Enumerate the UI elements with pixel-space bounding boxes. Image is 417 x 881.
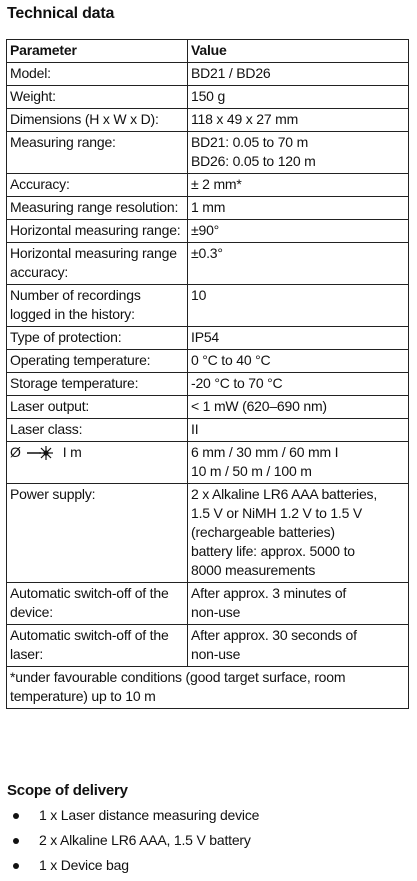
value-line: battery life: approx. 5000 to <box>191 543 355 559</box>
value-cell <box>188 373 409 396</box>
table-row <box>7 583 409 625</box>
value-line: non-use <box>191 604 241 620</box>
footnote-cell <box>7 667 409 709</box>
table-row <box>7 396 409 419</box>
table-row <box>7 132 409 174</box>
value-line: BD21: 0.05 to 70 m <box>191 134 309 150</box>
value-line: 118 x 49 x 27 mm <box>191 111 299 127</box>
list-item-text: 2 x Alkaline LR6 AAA, 1.5 V battery <box>39 832 251 848</box>
value-line: -20 °C to 70 °C <box>191 375 283 391</box>
value-cell <box>188 132 409 174</box>
value-cell <box>188 327 409 350</box>
param-line: Horizontal measuring range <box>10 245 177 261</box>
table-row <box>7 197 409 220</box>
param-line: Automatic switch-off of the <box>10 627 169 643</box>
footnote-row <box>7 667 409 709</box>
table-row <box>7 174 409 197</box>
value-cell <box>188 243 409 285</box>
value-cell <box>188 484 409 583</box>
value-line: 1 mm <box>191 199 226 215</box>
table-row <box>7 243 409 285</box>
page-title: Technical data <box>7 5 115 22</box>
param-cell <box>7 197 188 220</box>
param-line: Number of recordings <box>10 287 141 303</box>
table-row <box>7 63 409 86</box>
value-cell <box>188 109 409 132</box>
value-line: 2 x Alkaline LR6 AAA batteries, <box>191 486 378 502</box>
value-cell <box>188 285 409 327</box>
value-line: II <box>191 421 199 437</box>
value-line: 1.5 V or NiMH 1.2 V to 1.5 V <box>191 505 363 521</box>
param-cell <box>7 86 188 109</box>
value-cell <box>188 63 409 86</box>
column-header-value: Value <box>188 40 409 63</box>
param-line: laser: <box>10 646 44 662</box>
table-row <box>7 442 409 484</box>
beam-diameter-symbol <box>10 443 82 462</box>
value-cell <box>188 86 409 109</box>
value-cell <box>188 220 409 243</box>
param-line: Horizontal measuring range: <box>10 222 181 238</box>
value-line: 8000 measurements <box>191 562 316 578</box>
bullet-icon <box>13 813 19 819</box>
param-line: Measuring range: <box>10 134 116 150</box>
footnote-line: *under favourable conditions (good target surface, room <box>10 669 346 685</box>
param-line: Storage temperature: <box>10 375 139 391</box>
value-line: 10 m / 50 m / 100 m <box>191 463 312 479</box>
value-line: After approx. 3 minutes of <box>191 585 347 601</box>
value-cell <box>188 396 409 419</box>
param-cell <box>7 243 188 285</box>
value-line: ± 2 mm* <box>191 176 242 192</box>
table-row <box>7 419 409 442</box>
value-line: IP54 <box>191 329 219 345</box>
value-line: BD21 / BD26 <box>191 65 271 81</box>
param-line: accuracy: <box>10 264 69 280</box>
table-row <box>7 285 409 327</box>
value-cell <box>188 625 409 667</box>
value-cell <box>188 174 409 197</box>
diameter-symbol: Ø <box>10 444 21 460</box>
table-row <box>7 373 409 396</box>
param-line: Dimensions (H x W x D): <box>10 111 159 127</box>
value-cell <box>188 197 409 220</box>
param-cell <box>7 63 188 86</box>
param-cell <box>7 327 188 350</box>
param-line: logged in the history: <box>10 306 135 322</box>
table-row <box>7 220 409 243</box>
value-line: After approx. 30 seconds of <box>191 627 357 643</box>
param-line: Model: <box>10 65 51 81</box>
param-line: Power supply: <box>10 486 96 502</box>
value-line: ±90° <box>191 222 220 238</box>
param-cell <box>7 220 188 243</box>
param-cell <box>7 132 188 174</box>
distance-unit-label: I m <box>62 444 82 460</box>
table-row <box>7 484 409 583</box>
value-line: BD26: 0.05 to 120 m <box>191 153 316 169</box>
value-line: 10 <box>191 287 207 303</box>
param-cell <box>7 583 188 625</box>
param-line: Measuring range resolution: <box>10 199 179 215</box>
scope-heading: Scope of delivery <box>7 782 128 799</box>
table-row <box>7 327 409 350</box>
value-cell <box>188 583 409 625</box>
technical-data-table <box>6 39 409 709</box>
list-item-text: 1 x Device bag <box>39 857 129 873</box>
value-line: < 1 mW (620–690 nm) <box>191 398 327 414</box>
table-header-row <box>7 40 409 63</box>
list-item-text: 1 x Laser distance measuring device <box>39 807 260 823</box>
param-cell <box>7 109 188 132</box>
table-row <box>7 350 409 373</box>
param-cell <box>7 419 188 442</box>
value-line: non-use <box>191 646 241 662</box>
param-line: Operating temperature: <box>10 352 151 368</box>
param-line: Type of protection: <box>10 329 122 345</box>
param-cell <box>7 350 188 373</box>
value-line: 6 mm / 30 mm / 60 mm I <box>191 444 339 460</box>
param-line: device: <box>10 604 53 620</box>
value-line: (rechargeable batteries) <box>191 524 335 540</box>
table-row <box>7 625 409 667</box>
param-line: Accuracy: <box>10 176 70 192</box>
footnote-line: temperature) up to 10 m <box>10 688 156 704</box>
param-line: Weight: <box>10 88 56 104</box>
param-line: Laser output: <box>10 398 90 414</box>
param-cell <box>7 396 188 419</box>
param-cell <box>7 484 188 583</box>
column-header-parameter: Parameter <box>7 40 188 63</box>
param-cell <box>7 285 188 327</box>
param-line: Automatic switch-off of the <box>10 585 169 601</box>
table-row <box>7 109 409 132</box>
table-row <box>7 86 409 109</box>
bullet-icon <box>13 863 19 869</box>
value-line: 150 g <box>191 88 226 104</box>
value-cell <box>188 442 409 484</box>
param-cell <box>7 174 188 197</box>
laser-beam-icon <box>27 445 57 461</box>
param-line: Laser class: <box>10 421 83 437</box>
bullet-icon <box>13 838 19 844</box>
value-line: 0 °C to 40 °C <box>191 352 271 368</box>
param-cell <box>7 442 188 484</box>
value-cell <box>188 419 409 442</box>
value-cell <box>188 350 409 373</box>
param-cell <box>7 373 188 396</box>
param-cell <box>7 625 188 667</box>
value-line: ±0.3° <box>191 245 223 261</box>
